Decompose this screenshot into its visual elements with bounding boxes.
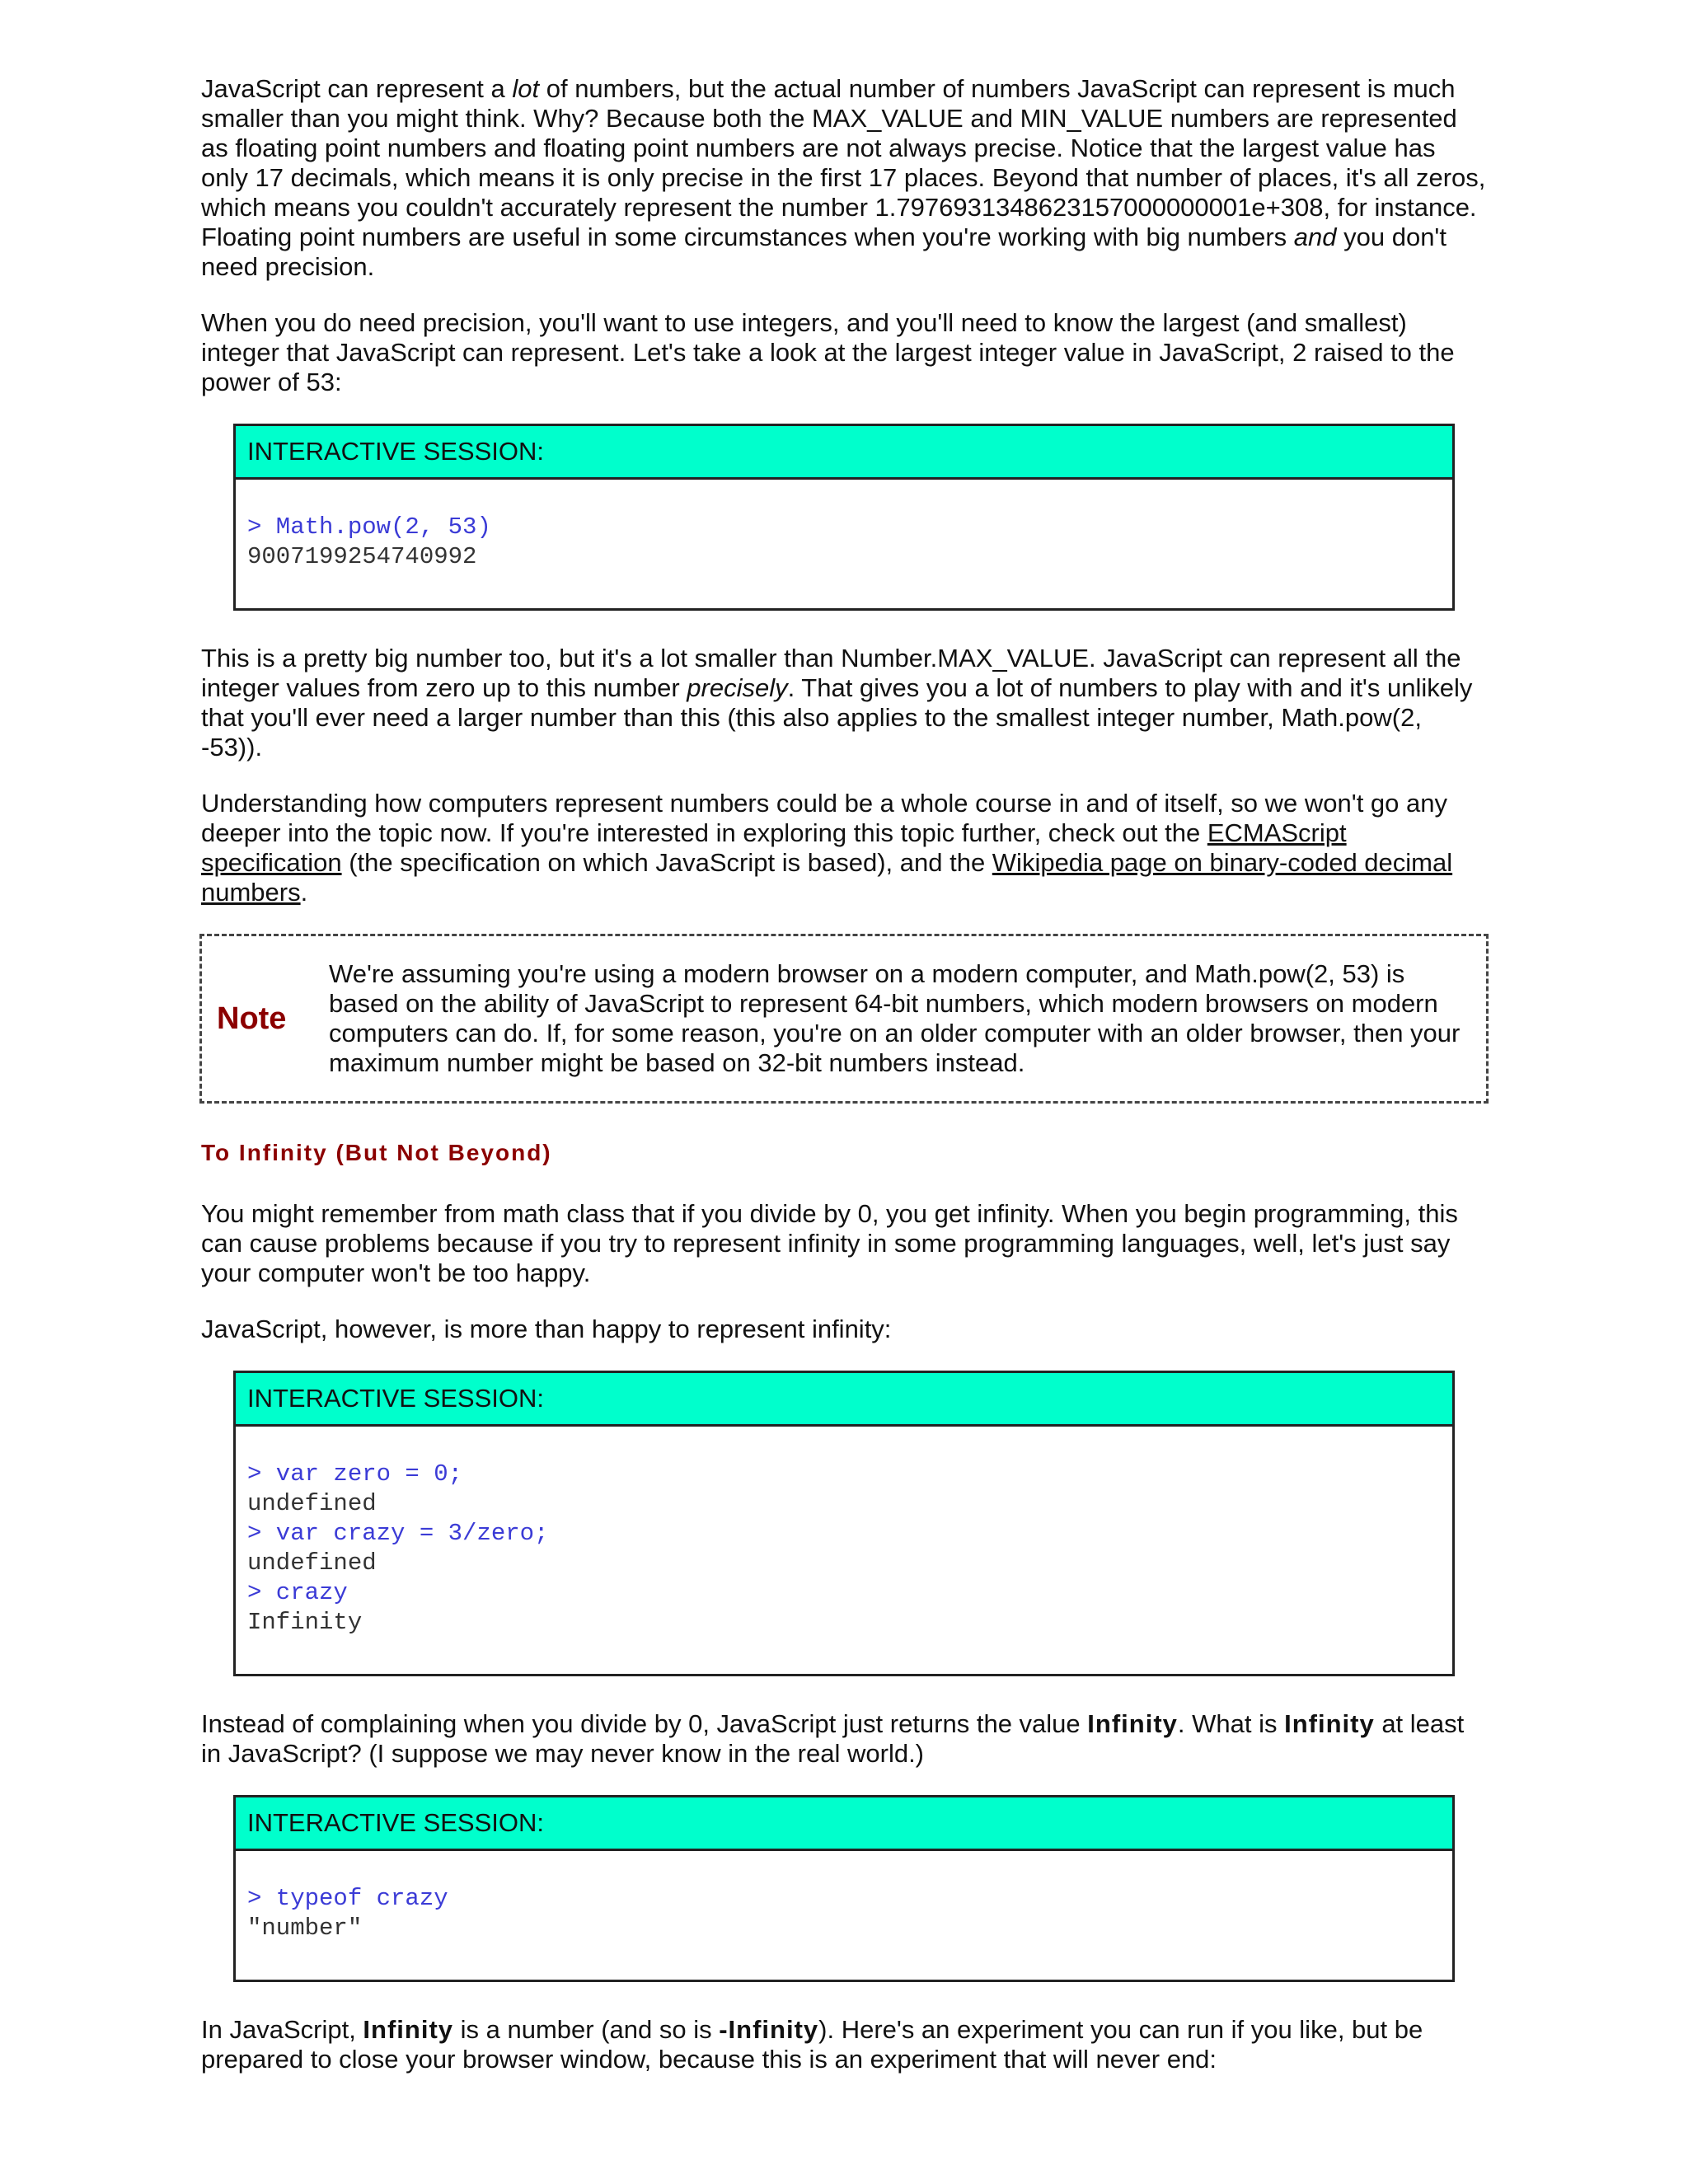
- session-body: [236, 1851, 1452, 1980]
- text: Instead of complaining when you divide by 0, JavaScript just returns the value: [201, 1709, 1088, 1738]
- text: you don't need precision.: [201, 223, 1447, 281]
- interactive-session-3: [233, 1795, 1455, 1982]
- keyword: Infinity: [1087, 1709, 1178, 1738]
- text: In JavaScript,: [201, 2015, 363, 2044]
- wikipedia-bcd-link[interactable]: Wikipedia page on binary-coded decimal numbers: [201, 848, 1453, 907]
- text: (the specification on which JavaScript is based), and the: [341, 848, 992, 877]
- emphasis: and: [1293, 223, 1337, 251]
- paragraph-infinity-happy: JavaScript, however, is more than happy to represent infinity:: [201, 1315, 892, 1343]
- session-output: undefined: [247, 1549, 377, 1577]
- paragraph-precision: When you do need precision, you'll want to use integers, and you'll need to know the largest (and smallest) integer that JavaScript can represent. Let's take a look at the largest integer value in JavaScript, 2 raised to the power of 53:: [201, 308, 1455, 396]
- text: at least in JavaScript? (I suppose we may never know in the real world.): [201, 1709, 1465, 1768]
- interactive-session-1: [233, 424, 1455, 611]
- paragraph-infinity-number: [201, 2015, 1487, 2074]
- note-label: Note: [217, 1001, 287, 1036]
- session-output: "number": [247, 1915, 363, 1942]
- paragraph-further-reading: [201, 789, 1487, 907]
- ecmascript-spec-link[interactable]: ECMAScript specification: [201, 818, 1347, 877]
- text: . What is: [1177, 1709, 1285, 1738]
- section-heading: To Infinity (But Not Beyond): [201, 1140, 552, 1165]
- text: This is a pretty big number too, but it's a lot smaller than Number.MAX_VALUE. JavaScript can represent all the integer values from zero up to this number: [201, 644, 1461, 702]
- keyword: -Infinity: [719, 2015, 819, 2044]
- session-command: > var zero = 0;: [247, 1460, 463, 1488]
- session-output: undefined: [247, 1490, 377, 1517]
- session-body: [236, 480, 1452, 608]
- session-header: INTERACTIVE SESSION:: [236, 1797, 1452, 1851]
- session-command: > crazy: [247, 1579, 348, 1606]
- text: ). Here's an experiment you can run if you like, but be prepared to close your browser window, because this is an experiment that will never end:: [201, 2015, 1423, 2074]
- text: is a number (and so is: [453, 2015, 720, 2044]
- paragraph-big-number: [201, 644, 1487, 762]
- session-output: Infinity: [247, 1609, 363, 1636]
- note-text: We're assuming you're using a modern browser on a modern computer, and Math.pow(2, 53) is based on the ability of JavaScript to represent 64-bit numbers, which modern browsers on modern computers can do. If, for some reason, you're on an older computer with an older browser, then your maximum number might be based on 32-bit numbers instead.: [329, 959, 1461, 1077]
- keyword: Infinity: [1284, 1709, 1375, 1738]
- document-content: [201, 74, 1487, 2101]
- session-command: > typeof crazy: [247, 1885, 448, 1912]
- session-output: 9007199254740992: [247, 543, 477, 570]
- paragraph-infinity-value: [201, 1709, 1487, 1769]
- session-body: [236, 1427, 1452, 1674]
- text: Understanding how computers represent numbers could be a whole course in and of itself, so we won't go any deeper into the topic now. If you're interested in exploring this topic further, check out the: [201, 789, 1447, 847]
- text: .: [300, 878, 308, 907]
- paragraph-infinity-intro: You might remember from math class that if you divide by 0, you get infinity. When you begin programming, this can cause problems because if you try to represent infinity in some programming languages, well, let's just say your computer won't be too happy.: [201, 1199, 1458, 1287]
- note-box: [199, 934, 1489, 1104]
- emphasis: lot: [512, 74, 540, 103]
- paragraph-floating-point: [201, 74, 1487, 282]
- session-command: > var crazy = 3/zero;: [247, 1520, 549, 1547]
- text: of numbers, but the actual number of numbers JavaScript can represent is much smaller than you might think. Why? Because both the MAX_VALUE and MIN_VALUE numbers are represented as floating point numbers and floating point numbers are not always precise. Notice that the largest value has only 17 decimals, which means it is only precise in the first 17 places. Beyond that number of places, it's all zeros, which means you couldn't accurately represent the number 1.7976931348623157000000001e+308, for instance. Floating point numbers are useful in some circumstances when you're working with big numbers: [201, 74, 1486, 251]
- keyword: Infinity: [363, 2015, 454, 2044]
- session-header: INTERACTIVE SESSION:: [236, 1373, 1452, 1427]
- emphasis: precisely: [687, 673, 788, 702]
- session-command: > Math.pow(2, 53): [247, 513, 491, 541]
- text: JavaScript can represent a: [201, 74, 513, 103]
- text: . That gives you a lot of numbers to play with and it's unlikely that you'll ever need a larger number than this (this also applies to the smallest integer number, Math.pow(2, -53)).: [201, 673, 1473, 762]
- session-header: INTERACTIVE SESSION:: [236, 426, 1452, 480]
- interactive-session-2: [233, 1371, 1455, 1676]
